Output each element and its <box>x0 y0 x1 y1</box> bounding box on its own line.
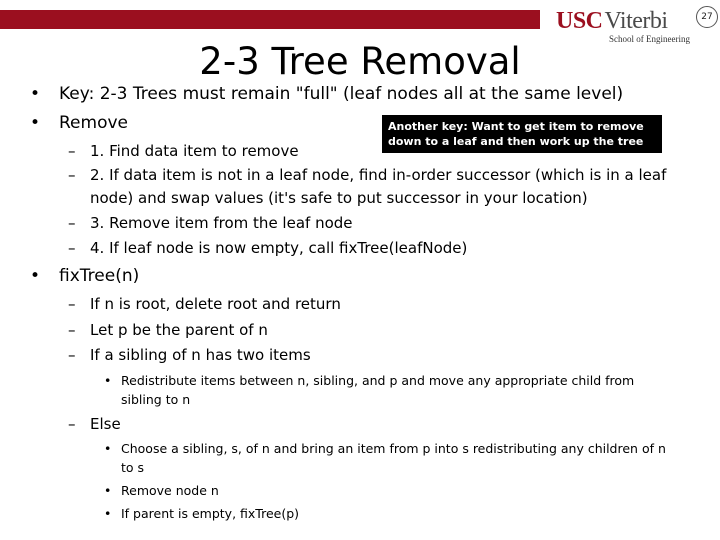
bullet-dot: • <box>104 373 112 388</box>
dash-marker: – <box>68 166 76 184</box>
fix-parent-empty-text: If parent is empty, fixTree(p) <box>121 506 300 521</box>
fix-remove-node <box>104 482 219 499</box>
bullet-remove-text: Remove <box>59 113 128 133</box>
fix-step-parent-text: Let p be the parent of n <box>90 321 268 339</box>
fix-choose-line1: Choose a sibling, s, of n and bring an item from p into s redistributing any children of n <box>121 441 666 456</box>
fix-step-else-text: Else <box>90 415 121 433</box>
dash-marker: – <box>68 346 76 364</box>
fix-choose-sibling <box>104 440 666 457</box>
bullet-dot: • <box>30 84 41 104</box>
logo-subtitle: School of Engineering <box>609 34 690 44</box>
remove-step-2-line1: 2. If data item is not in a leaf node, find in-order successor (which is in a leaf <box>90 166 667 184</box>
bullet-key <box>30 84 624 104</box>
bullet-dot: • <box>104 483 112 498</box>
fix-step-else <box>68 415 121 434</box>
fix-step-root-text: If n is root, delete root and return <box>90 295 341 313</box>
remove-step-4 <box>68 239 468 258</box>
remove-step-3 <box>68 214 353 233</box>
header-bar <box>0 10 540 29</box>
fix-parent-empty <box>104 505 300 522</box>
fix-step-sibling-text: If a sibling of n has two items <box>90 346 311 364</box>
dash-marker: – <box>68 142 76 160</box>
fix-redistribute <box>104 372 635 389</box>
fix-redistribute-line2: sibling to n <box>121 392 191 407</box>
dash-marker: – <box>68 321 76 339</box>
logo-viterbi-text: Viterbi <box>604 8 668 34</box>
remove-step-1-text: 1. Find data item to remove <box>90 142 299 160</box>
remove-step-1 <box>68 142 299 161</box>
bullet-dot: • <box>30 266 41 286</box>
remove-step-2-line2: node) and swap values (it's safe to put successor in your location) <box>90 189 588 207</box>
remove-step-4-text: 4. If leaf node is now empty, call fixTree(leafNode) <box>90 239 468 257</box>
callout-line-1: Another key: Want to get item to remove <box>388 120 644 133</box>
bullet-dot: • <box>104 441 112 456</box>
fix-step-sibling <box>68 346 311 365</box>
callout-box <box>382 115 662 153</box>
slide-title: 2-3 Tree Removal <box>199 40 521 83</box>
bullet-fixtree-text: fixTree(n) <box>59 266 140 286</box>
page-number: 27 <box>696 6 718 28</box>
bullet-fixtree <box>30 266 140 286</box>
fix-step-root <box>68 295 341 314</box>
fix-step-parent <box>68 321 268 340</box>
logo-usc-text: USC <box>556 8 603 34</box>
remove-step-2 <box>68 166 667 185</box>
bullet-dot: • <box>104 506 112 521</box>
fix-redistribute-line1: Redistribute items between n, sibling, and p and move any appropriate child from <box>121 373 635 388</box>
bullet-dot: • <box>30 113 41 133</box>
dash-marker: – <box>68 214 76 232</box>
bullet-key-text: Key: 2-3 Trees must remain "full" (leaf nodes all at the same level) <box>59 84 624 104</box>
fix-remove-node-text: Remove node n <box>121 483 219 498</box>
dash-marker: – <box>68 415 76 433</box>
callout-line-2: down to a leaf and then work up the tree <box>388 135 644 148</box>
fix-choose-line2: to s <box>121 460 145 475</box>
dash-marker: – <box>68 295 76 313</box>
dash-marker: – <box>68 239 76 257</box>
remove-step-3-text: 3. Remove item from the leaf node <box>90 214 353 232</box>
bullet-remove <box>30 113 128 133</box>
